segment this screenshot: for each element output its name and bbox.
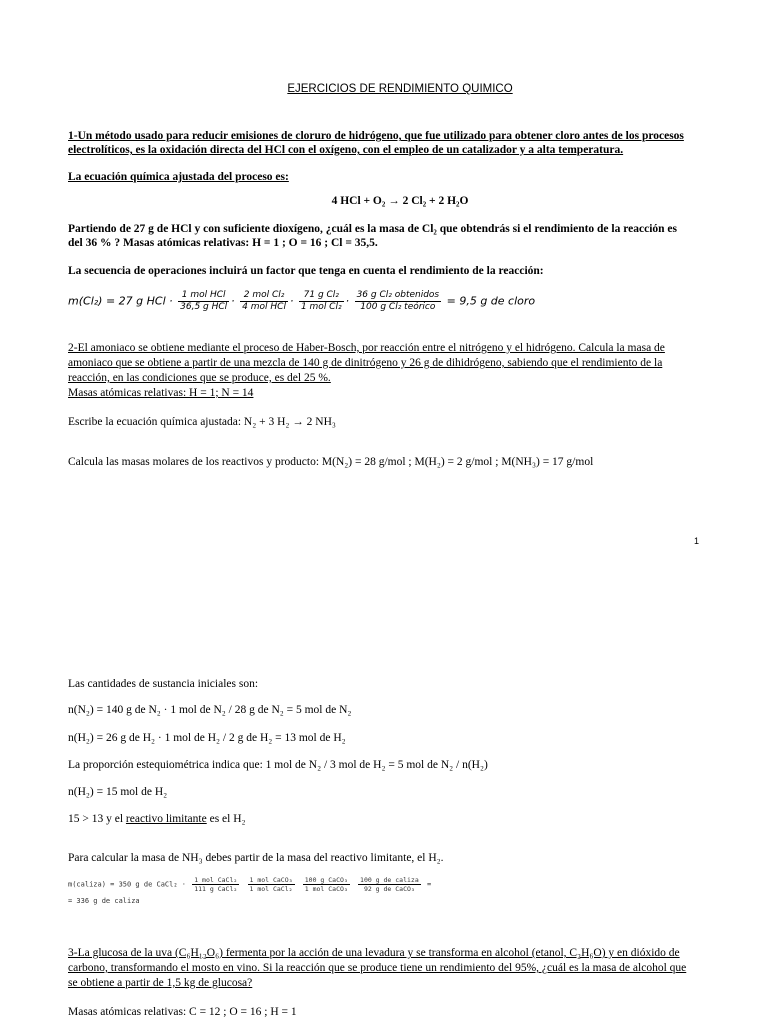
calc-factor-3: $\frac{\text{71 g Cl₂}}{\text{1 mol Cl₂}}$ <box>300 290 342 312</box>
n-h2-required: n(H₂) = 15 mol de H₂ <box>68 786 168 798</box>
limiting-prefix: 15 > 13 y el <box>68 813 126 825</box>
calc2-lhs: m(caliza) = 350 g de CaCl₂ · <box>68 880 187 889</box>
n-h2-calculation: n(H₂) = 26 g de H₂ · 1 mol de H₂ / 2 g de H₂ = 13 mol de H₂ <box>68 732 346 744</box>
exercise-2-write-equation: Escribe la ecuación química ajustada: N₂ + 3 H₂ → 2 NH₃ <box>68 416 336 428</box>
page-number: 1 <box>693 536 699 546</box>
calc2-factor-4: $\frac{\text{100 g de caliza}}{\text{92 g de CaCO₃}}$ <box>360 876 419 893</box>
initial-amounts-heading: Las cantidades de sustancia iniciales son: <box>68 678 259 690</box>
exercise-2-statement-line-2: amoniaco que se obtiene a partir de una mezcla de 140 g de dinitrógeno y 26 g de dihidrógeno, sabiendo que el rendimiento de la <box>68 357 663 369</box>
calc-factor-1: $\frac{\text{1 mol HCl}}{\text{36,5 g HCl}}$ <box>180 290 228 312</box>
stoichiometric-proportion: La proporción estequiométrica indica que: 1 mol de N₂ / 3 mol de H₂ = 5 mol de N₂ / n(H₂) <box>68 759 488 771</box>
calc2-factor-3: $\frac{\text{100 g CaCO₃}}{\text{1 mol CaCO₃}}$ <box>304 876 348 893</box>
exercise-3-statement-line-1: 3-La glucosa de la uva (C₆H₁₂O₆) fermenta por la acción de una levadura y se transforma en alcohol (etanol, C₂H₆O) y en dióxido de <box>68 947 680 959</box>
page-title: EJERCICIOS DE RENDIMIENTO QUIMICO <box>287 83 513 95</box>
calc-factor-4: $\frac{\text{36 g Cl₂ obtenidos}}{\text{100 g Cl₂ teórico}}$ <box>356 290 440 312</box>
exercise-2-statement-line-3: reacción, en las condiciones que se produce, es del 25 %. <box>68 372 331 384</box>
mass-calculation-instruction: Para calcular la masa de NH₃ debes partir de la masa del reactivo limitante, el H₂. <box>68 852 444 864</box>
exercise-1-question-line-2: del 36 % ? Masas atómicas relativas: H = 1 ; O = 16 ; Cl = 35,5. <box>68 237 378 249</box>
calc-result: = 9,5 g de cloro <box>446 294 536 308</box>
caliza-calculation <box>68 876 431 893</box>
n-n2-calculation: n(N₂) = 140 g de N₂ · 1 mol de N₂ / 28 g de N₂ = 5 mol de N₂ <box>68 704 352 716</box>
exercise-2-statement-line-1: 2-El amoniaco se obtiene mediante el proceso de Haber-Bosch, por reacción entre el nitrógeno y el hidrógeno. Calcula la masa de <box>68 342 665 354</box>
calc-factor-2: $\frac{\text{2 mol Cl₂}}{\text{4 mol HCl}}$ <box>242 290 286 312</box>
exercise-2-molar-masses: Calcula las masas molares de los reactivos y producto: M(N₂) = 28 g/mol ; M(H₂) = 2 g/mol ; M(NH₃) = 17 g/mol <box>68 456 594 468</box>
exercise-1-equation-heading: La ecuación química ajustada del proceso es: <box>68 171 289 183</box>
exercise-1-question-line-1: Partiendo de 27 g de HCl y con suficiente dioxígeno, ¿cuál es la masa de Cl₂ que obtendrás si el rendimiento de la reacción es <box>68 223 677 235</box>
exercise-1-calculation: m(Cl₂) = 27 g HCl · $\frac{\text{1 mol HCl}}{\text{36,5 g HCl}}$ · $\frac{\text{2 mol Cl₂}}{\text{4 mol HCl}}$ · $\frac{\text{71 g Cl₂}}{\text{1 mol Cl₂}}$ · $\frac{\text{36 g Cl₂ obtenidos}}{\text{100 g Cl₂ teórico}}$ = 9,5 g de cloro <box>68 290 536 312</box>
exercise-3-statement-line-2: carbono, transformando el mosto en vino. Si la reacción que se produce tiene un rendimiento del 95%, ¿cuál es la masa de alcohol que <box>68 962 687 974</box>
caliza-result: = 336 g de caliza <box>68 897 140 905</box>
calc2-factor-2: $\frac{\text{1 mol CaCO₃}}{\text{1 mol CaCl₂}}$ <box>249 876 293 893</box>
exercise-1-sequence-text: La secuencia de operaciones incluirá un factor que tenga en cuenta el rendimiento de la reacción: <box>68 265 544 277</box>
limiting-suffix: es el H₂ <box>206 813 246 825</box>
exercise-3-statement-line-3: se obtiene a partir de 1,5 kg de glucosa? <box>68 977 253 989</box>
exercise-2-atomic-masses: Masas atómicas relativas: H = 1; N = 14 <box>68 387 254 399</box>
calc2-equals: = <box>426 880 432 889</box>
exercise-1-equation: 4 HCl + O₂ → 2 Cl₂ + 2 H₂O <box>331 195 469 207</box>
limiting-term: reactivo limitante <box>125 813 207 825</box>
exercise-1-statement-line-2: electrolíticos, es la oxidación directa del HCl con el oxígeno, con el empleo de un catalizador y a alta temperatura. <box>68 144 624 156</box>
calc2-factor-1: $\frac{\text{1 mol CaCl₂}}{\text{111 g CaCl₂}}$ <box>194 876 238 893</box>
calc-lhs: m(Cl₂) = 27 g HCl · <box>68 294 173 308</box>
exercise-3-atomic-masses: Masas atómicas relativas: C = 12 ; O = 16 ; H = 1 <box>68 1006 297 1018</box>
exercise-1-statement-line-1: 1-Un método usado para reducir emisiones de cloruro de hidrógeno, que fue utilizado para obtener cloro antes de los procesos <box>68 130 684 142</box>
limiting-reagent-line <box>68 812 699 826</box>
